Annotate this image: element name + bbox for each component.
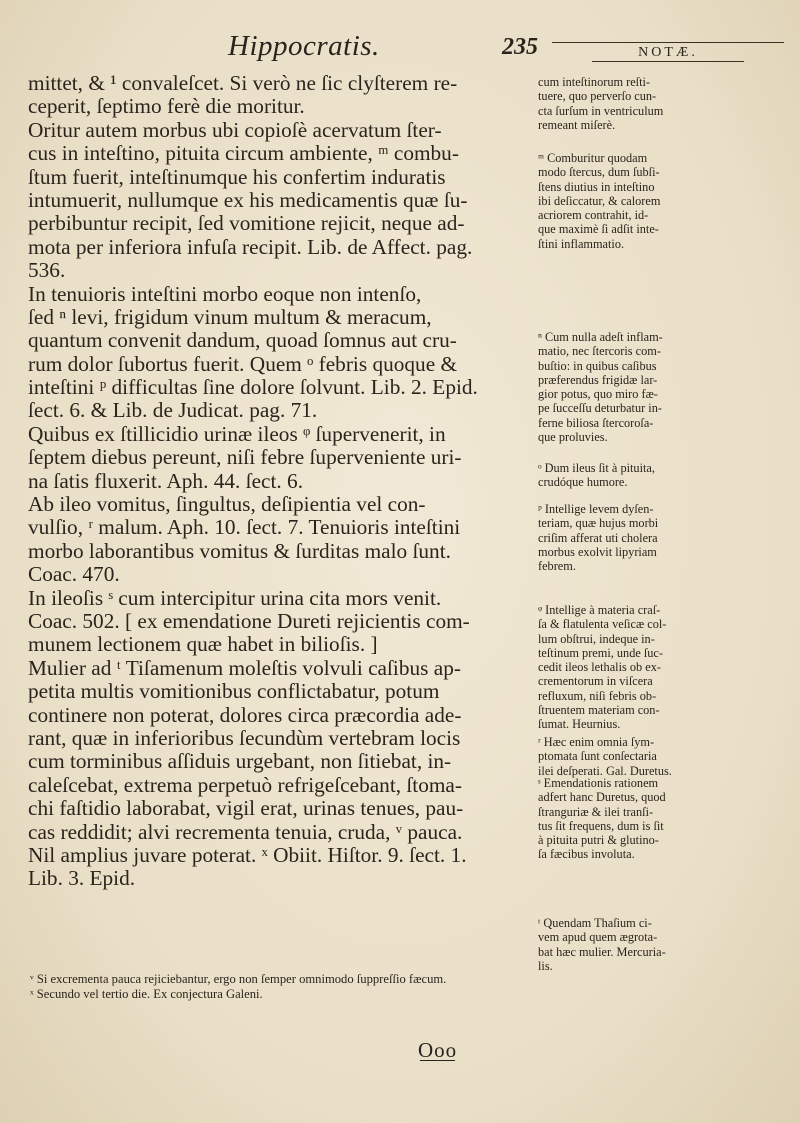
side-note-m [538, 151, 788, 251]
side-note-line: ferne biliosa ſtercoroſa- [538, 415, 654, 430]
main-text-line: mota per inferiora infuſa recipit. Lib. de Affect. pag. [28, 234, 473, 259]
side-note-line: ⁿ Cum nulla adeſt inflam- [538, 330, 663, 344]
side-note-line: ʳ Hæc enim omnia ſym- [538, 735, 655, 749]
side-note-line: ſtruentem materiam con- [538, 703, 660, 718]
side-note-line: ptomata ſunt conſectaria [538, 749, 657, 764]
footnote-line: ᵛ Si excrementa pauca rejiciebantur, ergo non ſemper omnimodo ſuppreſſio fæcum. [30, 972, 447, 986]
signature-mark: Ooo [418, 1038, 458, 1062]
notes-heading-label: NOTÆ. [638, 45, 698, 60]
main-text-line: 536. [28, 258, 66, 283]
side-note-line: que maximè ſi adſit inte- [538, 222, 659, 237]
side-note-line: gior potus, quo miro fæ- [538, 387, 658, 402]
side-note-q [538, 603, 788, 732]
main-text-line: ſed ⁿ levi, frigidum vinum multum & meracum, [28, 304, 432, 329]
main-text-line: Coac. 502. [ ex emendatione Dureti rejicientis com- [28, 608, 470, 633]
side-note-line: modo ſtercus, dum ſubſi- [538, 165, 660, 180]
side-note-line: cta ſurſum in ventriculum [538, 103, 664, 118]
side-note-line: ᵐ Comburitur quodam [538, 151, 648, 165]
side-note-line: matio, nec ſtercoris com- [538, 344, 661, 359]
side-note-t [538, 916, 788, 973]
side-note-s [538, 776, 788, 862]
side-note-line: que proluvies. [538, 430, 608, 445]
main-text-line: ſect. 6. & Lib. de Judicat. pag. 71. [28, 398, 318, 423]
main-text-line: morbo laborantibus vomitus & ſurditas malo ſunt. [28, 538, 451, 563]
side-note-line: acriorem contrahit, id- [538, 208, 649, 223]
main-text-line: Ab ileo vomitus, ſingultus, deſipientia vel con- [28, 492, 426, 517]
side-note-line: cedit ileos lethalis ob ex- [538, 660, 661, 675]
main-text-line: intumuerit, nullumque ex his medicamentis quæ ſu- [28, 187, 468, 212]
side-note-line: febrem. [538, 559, 576, 574]
side-note-line: vem apud quem ægrota- [538, 930, 658, 945]
main-text-line: In ileoſis ˢ cum intercipitur urina cita mors venit. [28, 585, 442, 610]
side-note-line: à pituita putri & glutino- [538, 833, 659, 848]
running-title: Hippocratis. [228, 30, 380, 62]
side-note-line: tus ſit frequens, dum is ſit [538, 818, 664, 833]
main-text-line: rant, quæ in inferioribus ſecundùm vertebram locis [28, 725, 461, 750]
side-note-line: ilei deſperati. Gal. Duretus. [538, 763, 672, 778]
page-header [0, 30, 800, 70]
main-text-line: na ſatis fluxerit. Aph. 44. ſect. 6. [28, 468, 304, 493]
side-note-line: morbus exolvit lipyriam [538, 544, 657, 559]
side-note-line: ᵒ Dum ileus ſit à pituita, [538, 461, 655, 475]
side-note-line: ſa & flatulenta veſicæ col- [538, 617, 667, 632]
side-note-line: ᵠ Intellige à materia craſ- [538, 603, 661, 617]
main-text-line: continere non poterat, dolores circa præcordia ade- [28, 702, 462, 727]
side-note-line: teriam, quæ hujus morbi [538, 516, 659, 531]
side-note-line: crementorum in viſcera [538, 674, 653, 689]
side-note-line: teſtinum premi, unde ſuc- [538, 645, 663, 660]
side-note-line: lis. [538, 958, 553, 973]
side-note-line: tuere, quo perverſo cun- [538, 89, 657, 104]
main-text-line: munem lectionem quæ habet in bilioſis. ] [28, 632, 378, 657]
main-text-line: Coac. 470. [28, 562, 120, 587]
side-note-line: crudóque humore. [538, 475, 628, 490]
main-text-line: cum torminibus aſſiduis urgebant, non ſitiebat, in- [28, 749, 452, 774]
side-note-line: buſtio: in quibus caſibus [538, 358, 657, 373]
side-note-line: adfert hanc Duretus, quod [538, 790, 666, 805]
main-text-line: rum dolor ſubortus fuerit. Quem ᵒ febris quoque & [28, 351, 458, 376]
main-text-line: Nil amplius juvare poterat. ˣ Obiit. Hiſtor. 9. ſect. 1. [28, 842, 467, 867]
footnote-line: ˣ Secundo vel tertio die. Ex conjectura Galeni. [30, 987, 263, 1001]
page-number: 235 [502, 34, 538, 60]
main-text-line: quantum convenit dandum, quoad ſomnus aut cru- [28, 328, 457, 353]
main-text-line: Mulier ad ᵗ Tiſamenum moleſtis volvuli caſibus ap- [28, 655, 461, 680]
main-text-line: Quibus ex ſtillicidio urinæ ileos ᵠ ſupervenerit, in [28, 421, 446, 446]
main-text-line: chi faſtidio laborabat, vigil erat, urinas tenues, pau- [28, 796, 464, 821]
side-note-line: ſumat. Heurnius. [538, 717, 621, 732]
main-text-column [28, 72, 538, 891]
side-note-n [538, 330, 788, 444]
side-note-l [538, 75, 788, 132]
main-text-line: inteſtini ᵖ difficultas ſine dolore ſolvunt. Lib. 2. Epid. [28, 375, 478, 400]
main-text-line: caleſcebat, extrema perpetuò refrigeſcebant, ſtoma- [28, 772, 462, 797]
side-note-line: remeant miſerè. [538, 117, 616, 132]
main-text-line: perbibuntur recipit, ſed vomitione rejicit, neque ad- [28, 211, 465, 236]
side-note-line: ſa fæcibus involuta. [538, 847, 635, 862]
main-text-line: Lib. 3. Epid. [28, 866, 136, 891]
side-note-line: bat hæc mulier. Mercuria- [538, 944, 666, 959]
side-note-line: præferendus frigidæ lar- [538, 372, 658, 387]
main-text-line: mittet, & ¹ convaleſcet. Si verò ne ſic clyſterem re- [28, 71, 458, 95]
main-text-line: vulſio, ʳ malum. Aph. 10. ſect. 7. Tenuioris inteſtini [28, 515, 461, 540]
main-text-line: petita multis vomitionibus conflictabatur, potum [28, 679, 440, 704]
notes-heading [552, 42, 784, 63]
side-note-line: ˢ Emendationis rationem [538, 776, 659, 790]
side-note-p [538, 502, 788, 573]
side-note-r [538, 735, 788, 778]
side-note-line: lum obſtrui, indeque in- [538, 631, 655, 646]
side-note-line: ſtens diutius in inteſtino [538, 179, 655, 194]
side-note-line: ſtranguriæ & ilei tranſi- [538, 804, 654, 819]
side-note-line: ᵗ Quendam Thaſium ci- [538, 916, 652, 930]
side-note-line: refluxum, niſi febris ob- [538, 688, 657, 703]
side-note-line: cum inteſtinorum reſti- [538, 75, 651, 89]
main-text-line: Oritur autem morbus ubi copioſè acervatum ſter- [28, 117, 442, 142]
main-text-line: In tenuioris inteſtini morbo eoque non intenſo, [28, 281, 422, 306]
side-note-line: ſtini inflammatio. [538, 236, 625, 251]
side-note-o [538, 461, 788, 490]
main-text-line: cas reddidit; alvi recrementa tenuia, cruda, ᵛ pauca. [28, 819, 463, 844]
main-text-line: ſtum fuerit, inteſtinumque his confertim induratis [28, 164, 446, 189]
main-text-line: ceperit, ſeptimo ferè die moritur. [28, 94, 305, 119]
main-text-line: cus in inteſtino, pituita circum ambiente, ᵐ combu- [28, 141, 459, 166]
side-note-line: pe ſucceſſu deturbatur in- [538, 401, 662, 416]
footnotes [30, 972, 770, 1002]
side-note-line: ᵖ Intellige levem dyſen- [538, 502, 654, 516]
side-note-line: criſim afferat uti cholera [538, 530, 658, 545]
main-text-line: ſeptem diebus pereunt, niſi febre ſuperveniente uri- [28, 445, 462, 470]
side-note-line: ibi deſiccatur, & calorem [538, 193, 661, 208]
